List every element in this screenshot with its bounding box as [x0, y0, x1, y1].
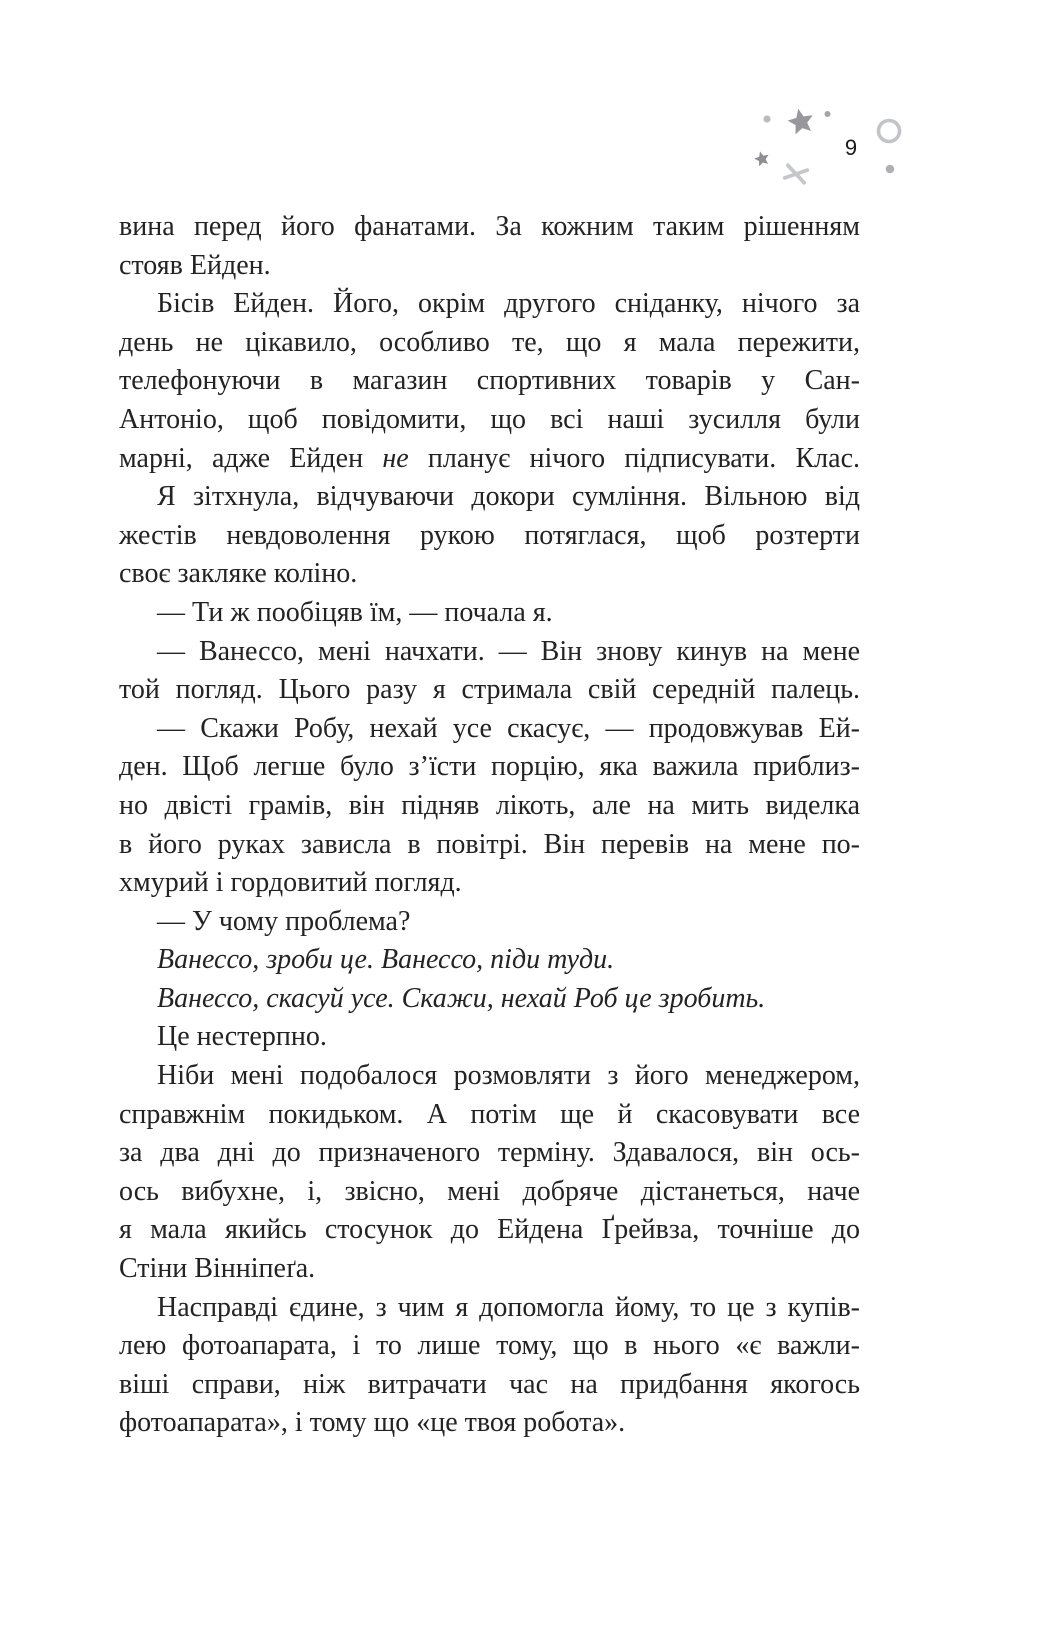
text-line	[119, 1018, 860, 1057]
text-line	[119, 1404, 860, 1443]
text: Насправді єдине, з чим я допомогла йому, то це з купів-	[157, 1291, 860, 1323]
text-line	[119, 903, 860, 942]
text-line	[119, 324, 860, 363]
small-star-icon	[753, 150, 771, 168]
text-line	[119, 1173, 860, 1212]
text-line	[119, 208, 860, 247]
text: справжнім покидьком. А потім ще й скасовувати все	[119, 1098, 860, 1130]
text: вина перед його фанатами. За кожним таким рішенням	[119, 211, 860, 242]
text-line	[119, 1211, 860, 1250]
text-line	[119, 362, 860, 401]
italic-text: не	[382, 442, 409, 474]
text: хмурий і гордовитий погляд.	[119, 867, 462, 899]
ring-icon	[879, 121, 900, 142]
text: своє закляке коліно.	[119, 558, 358, 590]
text-line	[119, 517, 860, 556]
text: стояв Ейден.	[119, 249, 271, 281]
text: марні, адже Ейден	[119, 442, 383, 474]
text: — Скажи Робу, нехай усе скасує, — продовжував Ей-	[157, 712, 860, 744]
text: Ніби мені подобалося розмовляти з його менеджером,	[157, 1060, 860, 1092]
text-line	[119, 1250, 860, 1289]
text: віші справи, ніж витрачати час на придбання якогось	[119, 1368, 860, 1400]
text-line	[119, 941, 860, 980]
text: телефонуючи в магазин спортивних товарів у Сан-	[119, 365, 860, 397]
text-line	[119, 594, 860, 633]
text: в його руках зависла в повітрі. Він перевів на мене по-	[119, 828, 860, 860]
text-line	[119, 478, 860, 517]
text-line	[119, 440, 860, 479]
text: той погляд. Цього разу я стримала свій середній палець.	[119, 674, 860, 706]
dot-icon	[763, 115, 770, 122]
text-line	[119, 980, 860, 1019]
text-line	[119, 555, 860, 594]
header-ornaments	[740, 95, 920, 190]
text: — Ванессо, мені начхати. — Він знову кинув на мене	[157, 635, 860, 667]
text: Стіни Вінніпеґа.	[119, 1253, 316, 1285]
x-mark-icon	[785, 165, 808, 182]
dot-icon	[825, 111, 831, 117]
text-line	[119, 671, 860, 710]
text: — У чому проблема?	[157, 905, 411, 937]
text-line	[119, 826, 860, 865]
italic-text: Ванессо, зроби це. Ванессо, піди туди.	[157, 944, 615, 976]
text: фотоапарата», і тому що «це твоя робота».	[119, 1407, 626, 1439]
text-line	[119, 285, 860, 324]
dot-icon	[886, 165, 895, 174]
text: Антоніо, щоб повідомити, що всі наші зусилля були	[119, 403, 860, 435]
text: за два дні до призначеного терміну. Здавалося, він ось-	[119, 1137, 860, 1169]
text-line	[119, 1327, 860, 1366]
text-line	[119, 1366, 860, 1405]
text: планує нічого підписувати. Клас.	[408, 442, 860, 474]
text: Бісів Ейден. Його, окрім другого сніданку, нічого за	[157, 288, 860, 320]
text: — Ти ж пообіцяв їм, — почала я.	[157, 596, 553, 628]
page-number: 9	[844, 135, 858, 160]
text-line	[119, 1289, 860, 1328]
text-line	[119, 864, 860, 903]
text-line	[119, 1134, 860, 1173]
text: Це нестерпно.	[157, 1021, 327, 1053]
text: ден. Щоб легше було з’їсти порцію, яка важила приблиз-	[119, 751, 860, 783]
text: но двісті грамів, він підняв лікоть, але на мить виделка	[119, 789, 860, 821]
text-column	[119, 208, 860, 1443]
text: лею фотоапарата, і то лише тому, що в нього «є важли-	[119, 1330, 860, 1362]
text: день не цікавило, особливо те, що я мала пережити,	[119, 326, 860, 358]
text-line	[119, 247, 860, 286]
text: ось вибухне, і, звісно, мені добряче дістанеться, наче	[119, 1175, 860, 1207]
text: жестів невдоволення рукою потяглася, щоб розтерти	[119, 519, 860, 551]
text-line	[119, 1096, 860, 1135]
text: Я зітхнула, відчуваючи докори сумління. Вільною від	[157, 481, 860, 513]
text-line	[119, 1057, 860, 1096]
text-line	[119, 787, 860, 826]
text-line	[119, 710, 860, 749]
text-line	[119, 401, 860, 440]
text-line	[119, 748, 860, 787]
star-icon	[786, 106, 816, 135]
text: я мала якийсь стосунок до Ейдена Ґрейвза, точніше до	[119, 1214, 860, 1246]
text-line	[119, 633, 860, 672]
italic-text: Ванессо, скасуй усе. Скажи, нехай Роб це зробить.	[157, 982, 766, 1014]
